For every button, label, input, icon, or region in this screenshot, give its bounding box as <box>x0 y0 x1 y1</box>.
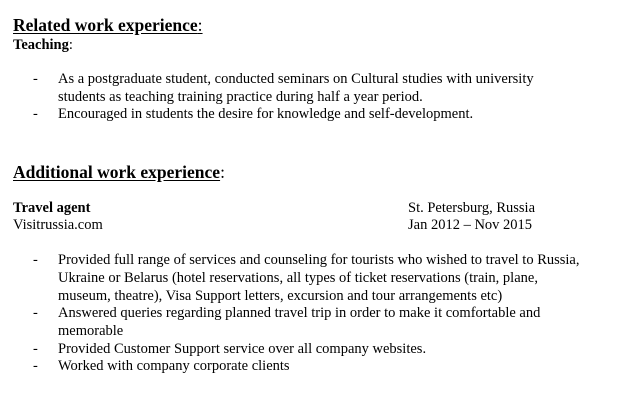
bullet-dash: - <box>33 106 38 122</box>
bullet-dash: - <box>33 358 38 374</box>
job-title: Travel agent <box>13 200 91 216</box>
list-item-line: As a postgraduate student, conducted seminars on Cultural studies with university <box>58 71 534 87</box>
company-name: Visitrussia.com <box>13 217 103 233</box>
list-item-line: Ukraine or Belarus (hotel reservations, all types of ticket reservations (train, plane, <box>58 270 538 286</box>
list-item-line: Provided Customer Support service over all company websites. <box>58 341 427 357</box>
job-dates: Jan 2012 – Nov 2015 <box>408 217 533 233</box>
list-item-line: Worked with company corporate clients <box>58 358 290 374</box>
list-item-line: students as teaching training practice during half a year period. <box>58 89 423 105</box>
teaching-label-colon: : <box>68 37 73 53</box>
bullet-dash: - <box>33 305 38 321</box>
additional-experience-heading-text: Additional work experience <box>13 162 221 182</box>
list-item-line: Answered queries regarding planned travel trip in order to make it comfortable and <box>58 305 541 321</box>
related-experience-heading-text: Related work experience <box>13 15 198 35</box>
list-item-line: memorable <box>58 323 124 339</box>
list-item-line: Encouraged in students the desire for knowledge and self-development. <box>58 106 474 122</box>
bullet-dash: - <box>33 71 38 87</box>
related-experience-heading <box>13 15 203 35</box>
additional-experience-heading-colon: : <box>220 162 225 182</box>
list-item-line: Provided full range of services and counseling for tourists who wished to travel to Russia, <box>58 252 580 268</box>
bullet-dash: - <box>33 341 38 357</box>
additional-experience-heading <box>13 162 225 182</box>
teaching-label-text: Teaching <box>13 37 69 53</box>
list-item-line: museum, theatre), Visa Support letters, excursion and tour arrangements etc) <box>58 288 503 304</box>
bullet-dash: - <box>33 252 38 268</box>
teaching-label <box>13 37 73 54</box>
job-location: St. Petersburg, Russia <box>408 200 536 216</box>
related-experience-heading-colon: : <box>197 15 203 35</box>
